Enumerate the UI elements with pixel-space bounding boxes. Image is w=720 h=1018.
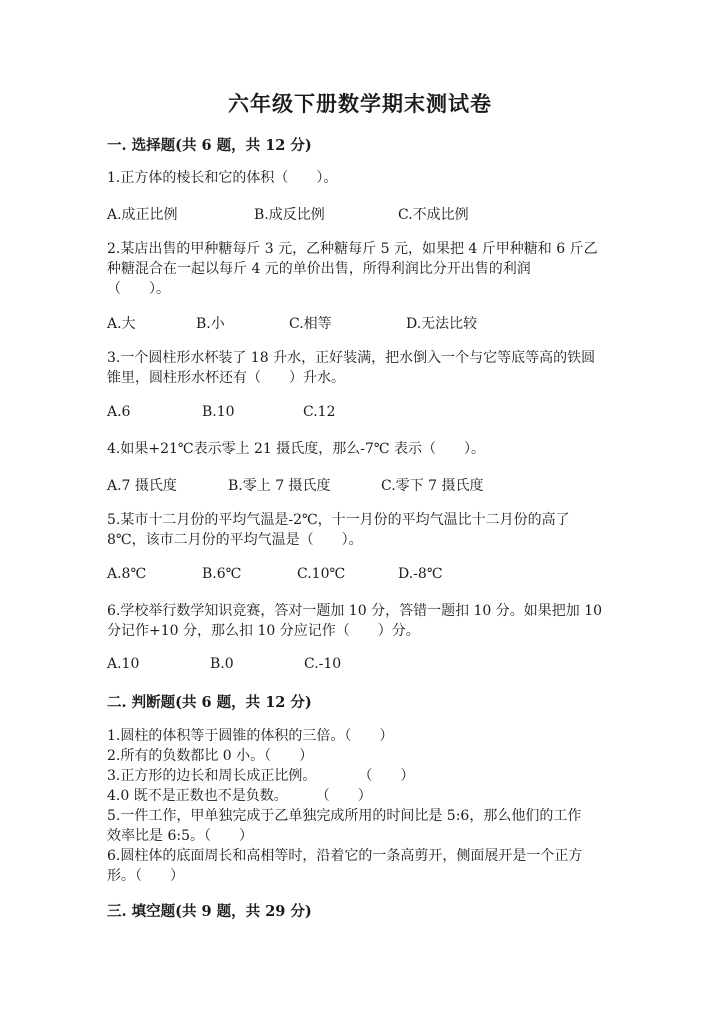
- question-2-option-b: B.小: [196, 316, 225, 332]
- question-2-option-a: A.大: [107, 316, 136, 332]
- question-5-line-1: 5.某市十二月份的平均气温是-2℃，十一月份的平均气温比十二月份的高了: [107, 512, 570, 528]
- question-5-option-b: B.6℃: [202, 566, 242, 582]
- judgment-item-5-line-1: 5.一件工作，甲单独完成于乙单独完成所用的时间比是 5:6，那么他们的工作: [107, 808, 582, 824]
- question-1-option-c: C.不成比例: [398, 207, 469, 223]
- question-5-option-c: C.10℃: [297, 566, 346, 582]
- question-6-option-a: A.10: [107, 656, 140, 672]
- judgment-item-5-line-2: 效率比是 6:5。（ ）: [107, 828, 253, 844]
- question-4-option-c: C.零下 7 摄氏度: [381, 478, 484, 494]
- question-2-line-2: 种糖混合在一起以每斤 4 元的单价出售，所得利润比分开出售的利润: [107, 261, 531, 277]
- question-6-line-2: 分记作+10 分，那么扣 10 分应记作（ ）分。: [107, 623, 420, 639]
- judgment-item-3: 3.正方形的边长和周长成正比例。 （ ）: [107, 768, 415, 784]
- question-6-option-b: B.0: [210, 656, 234, 672]
- judgment-item-2: 2.所有的负数都比 0 小。（ ）: [107, 748, 314, 764]
- section-heading-fill-in: 三. 填空题(共 9 题，共 29 分): [107, 903, 312, 920]
- question-2-line-3: （ ）。: [107, 281, 170, 297]
- question-5-line-2: 8℃，该市二月份的平均气温是（ ）。: [107, 532, 363, 548]
- question-5-option-a: A.8℃: [107, 566, 147, 582]
- question-4-line-1: 4.如果+21℃表示零上 21 摄氏度，那么-7℃ 表示（ ）。: [107, 441, 486, 457]
- question-4-option-a: A.7 摄氏度: [107, 478, 177, 494]
- question-5-option-d: D.-8℃: [398, 566, 443, 582]
- question-2-option-c: C.相等: [289, 316, 332, 332]
- question-1-option-a: A.成正比例: [107, 207, 178, 223]
- question-1-option-b: B.成反比例: [254, 207, 325, 223]
- section-heading-judgment: 二. 判断题(共 6 题，共 12 分): [107, 694, 312, 711]
- question-2-line-1: 2.某店出售的甲种糖每斤 3 元，乙种糖每斤 5 元，如果把 4 斤甲种糖和 6 斤乙: [107, 241, 598, 257]
- question-6-option-c: C.-10: [304, 656, 342, 672]
- judgment-item-6-line-1: 6.圆柱体的底面周长和高相等时，沿着它的一条高剪开，侧面展开是一个正方: [107, 848, 583, 864]
- question-2-option-d: D.无法比较: [406, 316, 478, 332]
- question-4-option-b: B.零上 7 摄氏度: [228, 478, 331, 494]
- question-1-line-1: 1.正方体的棱长和它的体积（ ）。: [107, 170, 338, 186]
- question-3-option-c: C.12: [303, 404, 336, 420]
- question-3-option-b: B.10: [202, 404, 235, 420]
- question-3-option-a: A.6: [107, 404, 131, 420]
- question-3-line-2: 锥里，圆柱形水杯还有（ ）升水。: [107, 370, 345, 386]
- judgment-item-4: 4.0 既不是正数也不是负数。 （ ）: [107, 788, 372, 804]
- judgment-item-6-line-2: 形。（ ）: [107, 868, 184, 884]
- question-3-line-1: 3.一个圆柱形水杯装了 18 升水，正好装满，把水倒入一个与它等底等高的铁圆: [107, 350, 596, 366]
- question-6-line-1: 6.学校举行数学知识竞赛，答对一题加 10 分，答错一题扣 10 分。如果把加 10: [107, 603, 603, 619]
- judgment-item-1: 1.圆柱的体积等于圆锥的体积的三倍。（ ）: [107, 728, 394, 744]
- section-heading-choice: 一. 选择题(共 6 题，共 12 分): [107, 137, 312, 154]
- page-title: 六年级下册数学期末测试卷: [228, 91, 492, 116]
